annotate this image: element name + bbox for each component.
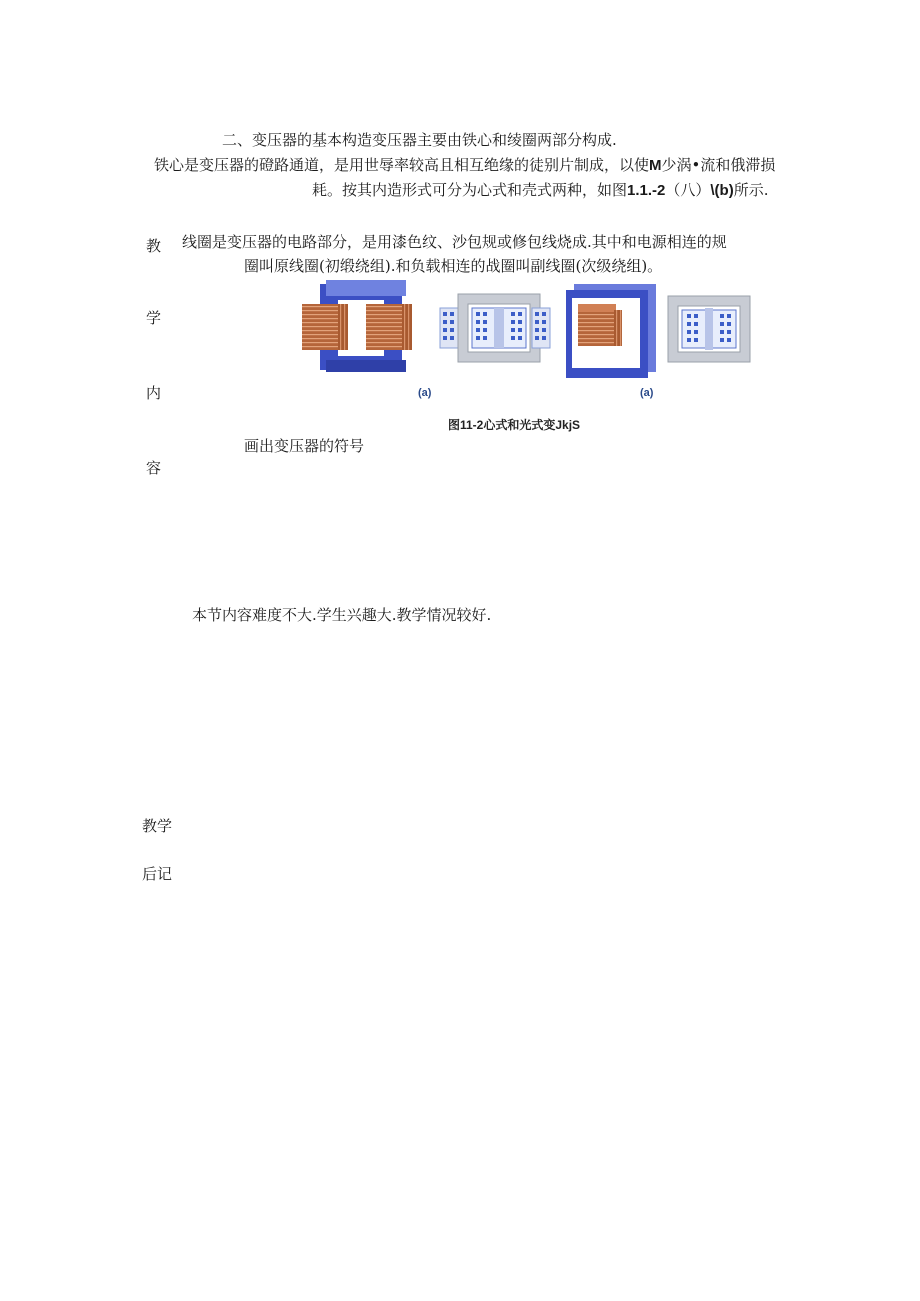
figure-caption: 图11-2心式和光式变JkjS (448, 418, 581, 432)
coil-paragraph-line2: 圈叫原线圈(初缎绕组).和负载相连的战圈叫副线圈(次级绕组)。 (244, 257, 663, 275)
side-label-nei: 内 (146, 384, 162, 402)
side-label-houji: 后记 (142, 865, 173, 883)
heading-line: 二、变压器的基本构造变压器主要由铁心和绫圈两部分构成. (222, 131, 617, 149)
figure-ref-number: 1.1.-2 (627, 182, 666, 199)
coil-paragraph-line1: 线圈是变压器的电路部分，是用漆色纹、沙包规或修包线烧成.其中和电源相连的规 (182, 233, 727, 251)
core-paragraph-line1 (154, 155, 775, 176)
core-type-section (440, 294, 550, 362)
side-label-rong: 容 (146, 459, 162, 477)
core-type-3d (302, 280, 412, 372)
transformer-illustration (300, 278, 752, 402)
core-text-b: M (649, 157, 662, 174)
side-label-xue: 学 (146, 309, 162, 327)
figure-ref-paren: （八） (665, 181, 711, 199)
core-text-e: 所示. (733, 181, 769, 199)
shell-type-section (668, 296, 750, 362)
core-text-d: 耗。按其内造形式可分为心式和壳式两种，如图 (312, 181, 628, 199)
side-label-jiaoxue: 教学 (142, 817, 173, 835)
draw-symbol-instruction: 画出变压器的符号 (244, 437, 365, 455)
side-label-jiao: 教 (146, 237, 162, 255)
core-paragraph-line2 (312, 180, 769, 201)
figure-ref-b: \(b) (710, 182, 734, 199)
core-text-a: 铁心是变压器的磴路通道，是用世辱率较高且相互绝缘的徒别片制成，以使 (154, 156, 650, 174)
shell-type-3d (566, 284, 656, 378)
core-text-c: 少涡•流和俄滞损 (661, 156, 776, 174)
teaching-reflection: 本节内容难度不大.学生兴趣大.教学情况较好. (192, 606, 492, 624)
transformer-figure (300, 278, 752, 402)
figure-label-right: (a) (640, 387, 654, 399)
figure-label-left: (a) (418, 387, 432, 399)
